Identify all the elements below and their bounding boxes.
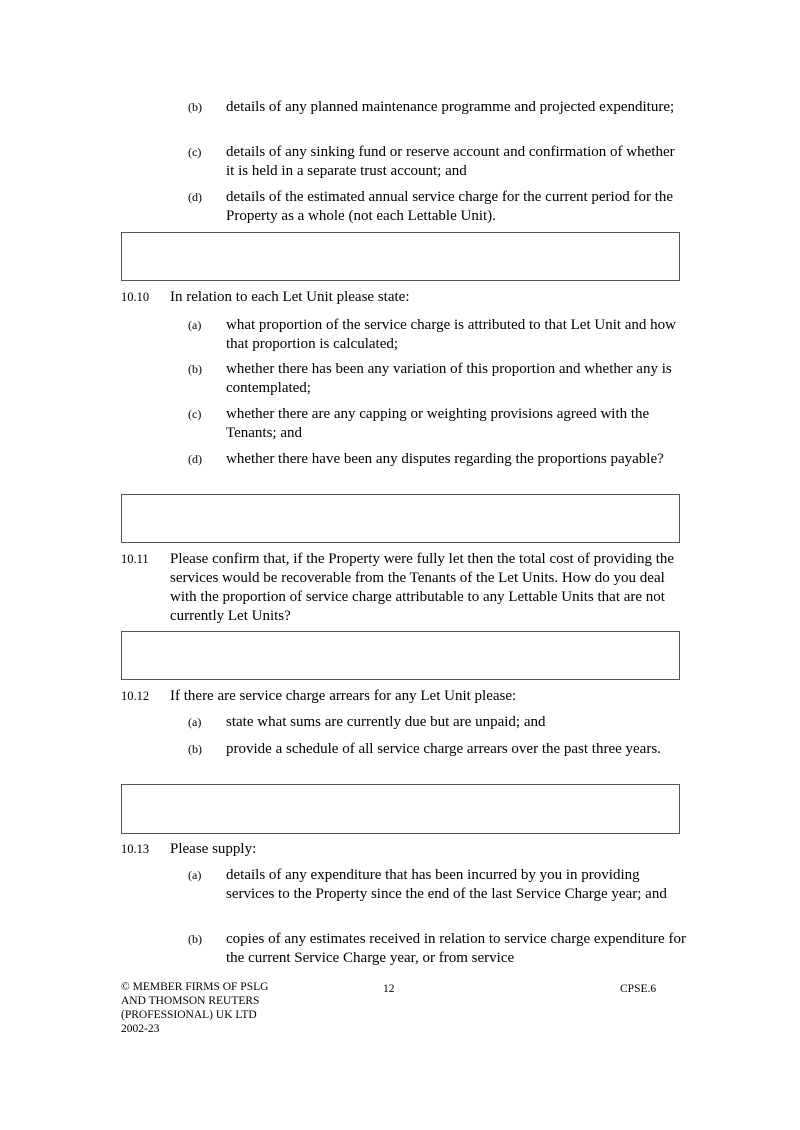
answer-box[interactable]: [121, 631, 680, 680]
answer-box[interactable]: [121, 784, 680, 834]
footer-copyright-line: 2002-23: [121, 1023, 160, 1035]
question-number: 10.12: [121, 689, 150, 703]
item-text: details of any planned maintenance programme and projected expenditure;: [226, 99, 675, 115]
item-label: (d): [188, 190, 202, 204]
question-number: 10.11: [121, 552, 149, 566]
item-text: what proportion of the service charge is attributed to that Let Unit and how that proportion is calculated;: [226, 317, 677, 352]
item-text: copies of any estimates received in relation to service charge expenditure for the current Service Charge year, or from service: [226, 931, 686, 966]
question-number: 10.13: [121, 842, 150, 856]
item-text: whether there are any capping or weighting provisions agreed with the Tenants; and: [226, 406, 650, 441]
item-text: whether there have been any disputes regarding the proportions payable?: [226, 451, 664, 467]
question-text: Please supply:: [170, 841, 257, 857]
item-label: (b): [188, 742, 202, 756]
question-text: If there are service charge arrears for any Let Unit please:: [170, 688, 517, 704]
item-label: (d): [188, 452, 202, 466]
item-text: whether there has been any variation of this proportion and whether any is contemplated;: [226, 361, 672, 396]
item-label: (b): [188, 362, 202, 376]
item-text: state what sums are currently due but are unpaid; and: [226, 714, 546, 730]
footer-copyright-line: © MEMBER FIRMS OF PSLG: [121, 981, 269, 993]
page-number: 12: [383, 983, 395, 995]
question-text: In relation to each Let Unit please state:: [170, 289, 410, 305]
item-label: (a): [188, 868, 202, 882]
item-text: details of any expenditure that has been incurred by you in providing services to the Property since the end of the last Service Charge year; and: [226, 867, 667, 902]
footer-copyright: [121, 980, 321, 1036]
question-text: Please confirm that, if the Property were fully let then the total cost of providing the services would be recoverable from the Tenants of the Let Units. How do you deal with the proportion of service charge attributable to any Lettable Units that are not currently Let Units?: [170, 551, 675, 624]
form-code: CPSE.6: [620, 983, 657, 995]
item-label: (b): [188, 100, 202, 114]
footer-copyright-line: (PROFESSIONAL) UK LTD: [121, 1009, 257, 1021]
item-label: (b): [188, 932, 202, 946]
item-text: details of the estimated annual service charge for the current period for the Property as a whole (not each Lettable Unit).: [226, 189, 674, 224]
item-label: (a): [188, 318, 202, 332]
footer-copyright-line: AND THOMSON REUTERS: [121, 995, 260, 1007]
item-text: provide a schedule of all service charge arrears over the past three years.: [226, 741, 661, 757]
item-label: (c): [188, 407, 202, 421]
item-label: (c): [188, 145, 202, 159]
answer-box[interactable]: [121, 494, 680, 543]
item-label: (a): [188, 715, 202, 729]
item-text: details of any sinking fund or reserve account and confirmation of whether it is held in a separate trust account; and: [226, 144, 675, 179]
question-number: 10.10: [121, 290, 150, 304]
answer-box[interactable]: [121, 232, 680, 281]
